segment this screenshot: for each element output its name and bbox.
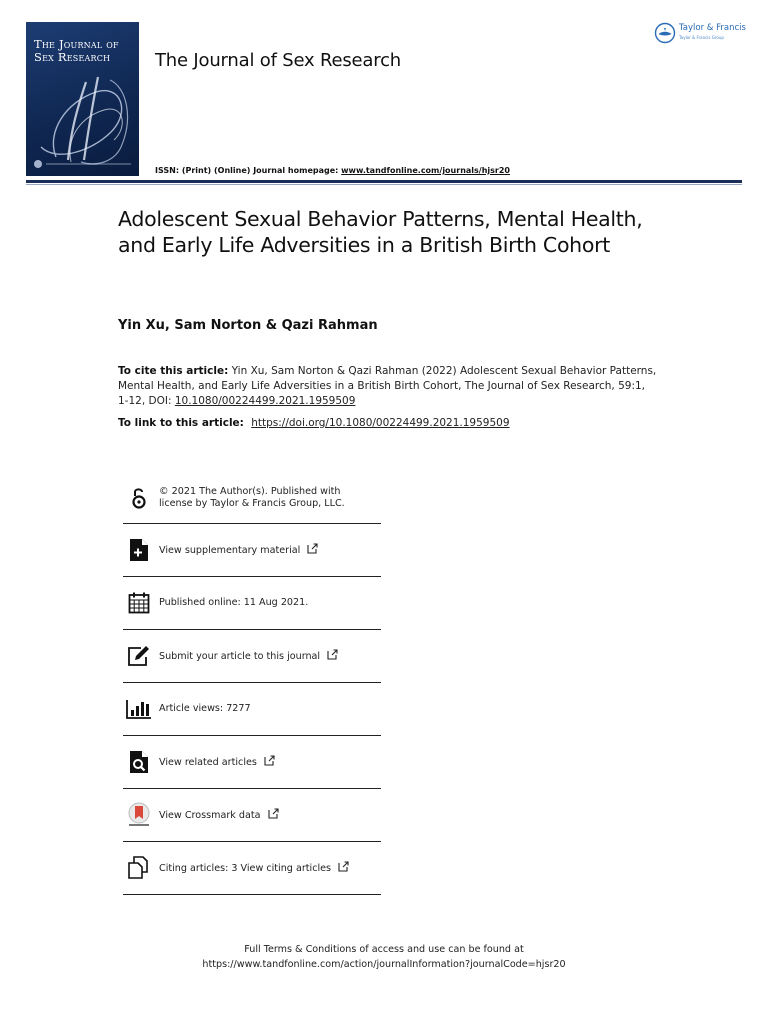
terms-footer (0, 942, 768, 972)
citing-articles-icon (127, 856, 151, 880)
article-views-item (123, 683, 381, 736)
external-link-icon (307, 543, 318, 554)
article-link-line (118, 417, 510, 429)
edit-icon (127, 645, 151, 667)
doi-link[interactable]: 10.1080/00224499.2021.1959509 (174, 395, 356, 407)
article-authors: Yin Xu, Sam Norton & Qazi Rahman (118, 318, 378, 333)
header-rule-thin (26, 184, 742, 185)
header-rule (26, 180, 742, 183)
external-link-icon (338, 861, 349, 872)
journal-homepage-link[interactable]: www.tandfonline.com/journals/hjsr20 (341, 166, 510, 175)
open-access-icon (131, 486, 147, 510)
article-title: Adolescent Sexual Behavior Patterns, Mental Health, and Early Life Adversities in a British Birth Cohort (118, 207, 643, 257)
article-info-list (123, 472, 381, 895)
cover-title-line2: Sex Research (34, 50, 111, 64)
citing-articles-label: Citing articles: 3 View citing articles (159, 863, 332, 874)
published-online-item (123, 577, 381, 630)
journal-name: The Journal of Sex Research (155, 50, 401, 71)
supplementary-file-icon (129, 538, 149, 562)
cover-title-line1: The Journal of (34, 37, 119, 51)
publisher-name: Taylor & Francis (679, 23, 746, 33)
issn-prefix: ISSN: (Print) (Online) Journal homepage: (155, 166, 339, 175)
related-articles-label: View related articles (159, 757, 257, 768)
article-views-label: Article views: 7277 (159, 703, 251, 714)
taylor-francis-logo-icon (654, 22, 676, 44)
citing-articles-item[interactable] (123, 842, 381, 895)
license-text-line1: © 2021 The Author(s). Published with (159, 485, 341, 497)
supplementary-material-item[interactable] (123, 524, 381, 577)
footer-line1: Full Terms & Conditions of access and use can be found at (244, 944, 524, 955)
related-articles-item[interactable] (123, 736, 381, 789)
crossmark-item[interactable] (123, 789, 381, 842)
related-search-icon (129, 750, 149, 774)
bar-chart-icon (126, 699, 152, 719)
cover-subtitle-decoration (34, 67, 134, 71)
cite-text: Yin Xu, Sam Norton & Qazi Rahman (2022) Adolescent Sexual Behavior Patterns, Mental Health, and Early Life Adversities in a British Birth Cohort, The Journal of Sex Research, 59:1, 1-12, DOI: (118, 365, 657, 407)
crossmark-label: View Crossmark data (159, 810, 261, 821)
submit-article-label: Submit your article to this journal (159, 651, 321, 662)
article-doi-url-link[interactable]: https://doi.org/10.1080/00224499.2021.1959509 (251, 417, 510, 429)
calendar-icon (128, 592, 150, 614)
published-online-label: Published online: 11 Aug 2021. (159, 597, 309, 608)
link-label: To link to this article: (118, 417, 244, 429)
publisher-logo[interactable] (654, 22, 746, 44)
footer-terms-link[interactable]: https://www.tandfonline.com/action/journalInformation?journalCode=hjsr20 (202, 959, 566, 970)
crossmark-icon (126, 802, 152, 828)
issn-line (155, 166, 510, 175)
citation-block (118, 364, 658, 409)
supplementary-material-label: View supplementary material (159, 545, 301, 556)
cover-title (34, 38, 138, 64)
external-link-icon (327, 649, 338, 660)
submit-article-item[interactable] (123, 630, 381, 683)
publisher-sub: Taylor & Francis Group (679, 35, 724, 40)
license-item (123, 472, 381, 524)
journal-cover (26, 22, 139, 176)
license-text-line2: license by Taylor & Francis Group, LLC. (159, 497, 345, 509)
external-link-icon (268, 808, 279, 819)
external-link-icon (264, 755, 275, 766)
cite-label: To cite this article: (118, 365, 229, 377)
